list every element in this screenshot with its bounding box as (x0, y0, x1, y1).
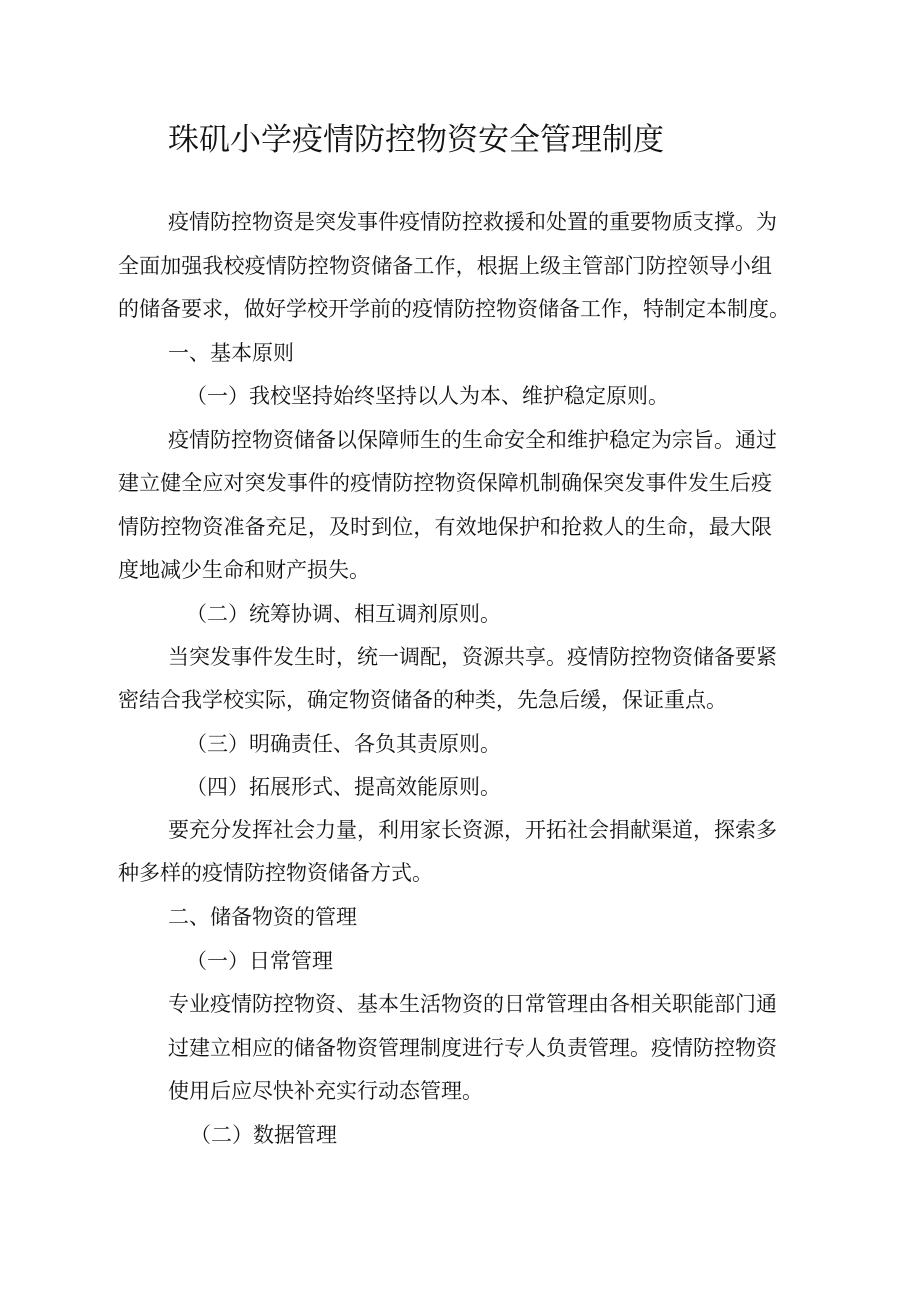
intro-line-2: 全面加强我校疫情防控物资储备工作，根据上级主管部门防控领导小组 (118, 254, 772, 278)
section1-item2-body-line-1: 当突发事件发生时，统一调配，资源共享。疫情防控物资储备要紧 (168, 645, 777, 669)
section2-item1-body-line-1: 专业疫情防控物资、基本生活物资的日常管理由各相关职能部门通 (168, 992, 777, 1016)
section1-item1-heading: （一）我校坚持始终坚持以人为本、维护稳定原则。 (186, 384, 669, 408)
section1-item3-heading: （三）明确责任、各负其责原则。 (186, 732, 501, 756)
document-title: 珠矶小学疫情防控物资安全管理制度 (168, 122, 664, 158)
section1-item1-body-line-4: 度地减少生命和财产损失。 (118, 558, 370, 582)
section2-item1-heading: （一）日常管理 (186, 949, 333, 973)
section1-heading: 一、基本原则 (168, 341, 294, 365)
section2-item1-body-line-2: 过建立相应的储备物资管理制度进行专人负责管理。疫情防控物资 (168, 1036, 777, 1060)
section1-item4-heading: （四）拓展形式、提高效能原则。 (186, 775, 501, 799)
intro-line-1: 疫情防控物资是突发事件疫情防控救援和处置的重要物质支撑。为 (168, 210, 777, 234)
section2-heading: 二、储备物资的管理 (168, 905, 357, 929)
section1-item1-body-line-2: 建立健全应对突发事件的疫情防控物资保障机制确保突发事件发生后疫 (118, 471, 772, 495)
section1-item2-heading: （二）统筹协调、相互调剂原则。 (186, 602, 501, 626)
section1-item2-body-line-2: 密结合我学校实际，确定物资储备的种类，先急后缓，保证重点。 (118, 688, 727, 712)
section1-item4-body-line-1: 要充分发挥社会力量，利用家长资源，开拓社会捐献渠道，探索多 (168, 818, 777, 842)
section1-item4-body-line-2: 种多样的疫情防控物资储备方式。 (118, 861, 433, 885)
section1-item1-body-line-3: 情防控物资准备充足，及时到位，有效地保护和抢救人的生命，最大限 (118, 515, 772, 539)
intro-line-3: 的储备要求，做好学校开学前的疫情防控物资储备工作，特制定本制度。 (118, 297, 790, 321)
section2-item1-body-line-3: 使用后应尽快补充实行动态管理。 (168, 1079, 483, 1103)
section1-item1-body-line-1: 疫情防控物资储备以保障师生的生命安全和维护稳定为宗旨。通过 (168, 428, 777, 452)
section2-item2-heading: （二）数据管理 (190, 1123, 337, 1147)
